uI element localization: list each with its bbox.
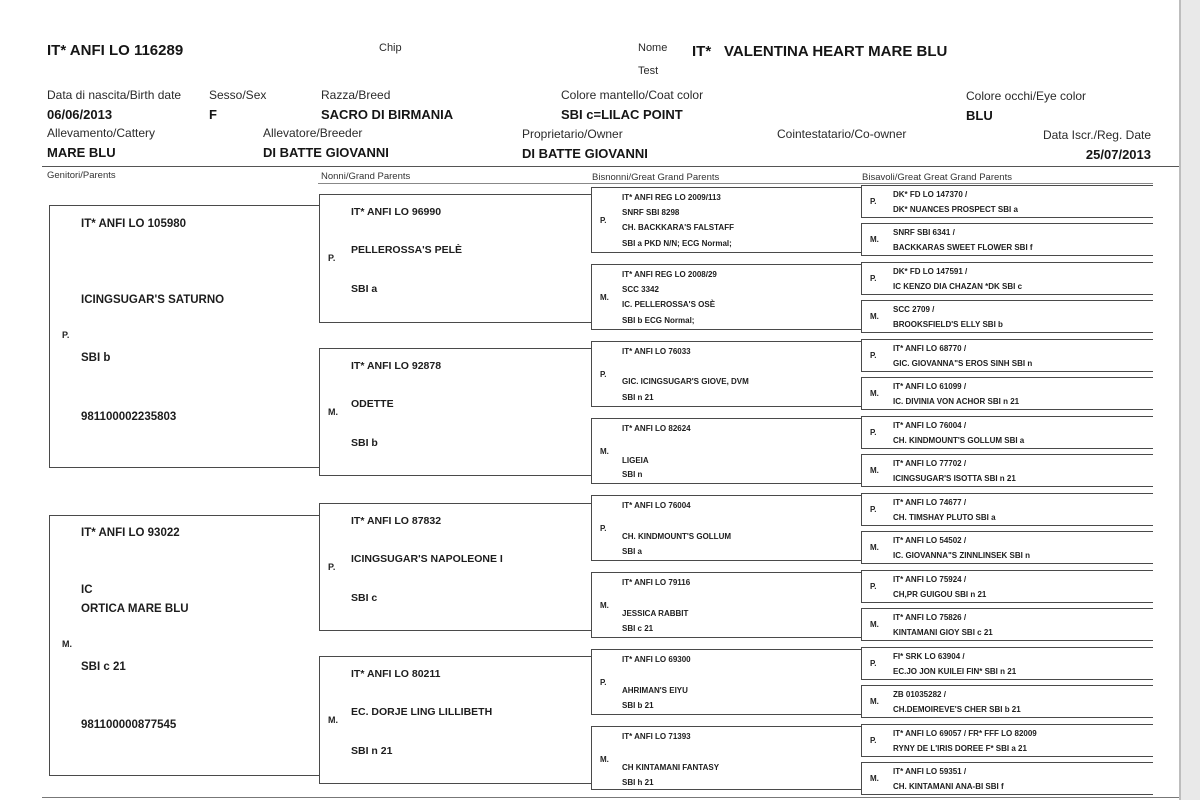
ggp-line: SNRF SBI 8298 [622, 208, 680, 217]
breed-label: Razza/Breed [321, 88, 391, 102]
parent-sex-marker: M. [62, 639, 72, 649]
ggg-reg: DK* FD LO 147370 / [893, 190, 968, 199]
ggp-sex-marker: P. [600, 524, 607, 533]
ggp-sex-marker: P. [600, 678, 607, 687]
ggg-sex-marker: M. [870, 466, 879, 475]
ggg-reg: IT* ANFI LO 75924 / [893, 575, 967, 584]
ggp-line: CH. BACKKARA'S FALSTAFF [622, 223, 734, 232]
ggg-reg: ZB 01035282 / [893, 690, 946, 699]
ggg-box [861, 377, 1153, 410]
grandparent-sex-marker: M. [328, 715, 338, 725]
grandparent-box [319, 503, 591, 631]
parent-title: IC [81, 584, 93, 596]
ggg-reg: SNRF SBI 6341 / [893, 228, 955, 237]
ggg-box [861, 647, 1153, 680]
great-grandparents-header: Bisnonni/Great Grand Parents [592, 172, 720, 183]
ggg-reg: FI* SRK LO 63904 / [893, 652, 965, 661]
ggg-name: RYNY DE L'IRIS DOREE F* SBI a 21 [893, 744, 1027, 753]
grandparent-ems: SBI a [351, 283, 378, 295]
ggp-line: IT* ANFI LO 76004 [622, 501, 691, 510]
ggp-line: SCC 3342 [622, 285, 659, 294]
ggg-reg: IT* ANFI LO 61099 / [893, 382, 967, 391]
ggg-name: CH. KINTAMANI ANA-BI SBI f [893, 782, 1004, 791]
ggg-name: CH,PR GUIGOU SBI n 21 [893, 590, 987, 599]
eye-color-value: BLU [966, 108, 993, 123]
ggg-box [861, 608, 1153, 641]
parent-reg: IT* ANFI LO 93022 [81, 527, 180, 539]
great-grandparent-box [591, 495, 863, 561]
birth-date-label: Data di nascita/Birth date [47, 88, 182, 102]
ggg-sex-marker: P. [870, 736, 877, 745]
test-label: Test [638, 65, 659, 77]
grandparent-ems: SBI c [351, 592, 378, 604]
ggg-name: IC KENZO DIA CHAZAN *DK SBI c [893, 282, 1023, 291]
ggp-line: SBI a [622, 547, 643, 556]
ggg-reg: DK* FD LO 147591 / [893, 267, 968, 276]
ggg-reg: IT* ANFI LO 54502 / [893, 536, 967, 545]
sex-label: Sesso/Sex [209, 88, 267, 102]
grandparent-box [319, 194, 591, 323]
ggg-sex-marker: M. [870, 312, 879, 321]
great-grandparent-box [591, 418, 863, 484]
ggg-reg: IT* ANFI LO 59351 / [893, 767, 967, 776]
ggg-sex-marker: P. [870, 274, 877, 283]
parent-sex-marker: P. [62, 330, 70, 340]
ggp-line: SBI b 21 [622, 701, 654, 710]
grandparent-name: ODETTE [351, 398, 394, 410]
coat-color-value: SBI c=LILAC POINT [561, 107, 683, 122]
name-label: Nome [638, 42, 668, 54]
ggg-box [861, 223, 1153, 256]
grandparent-name: EC. DORJE LING LILLIBETH [351, 706, 493, 718]
parent-chip: 981100000877545 [81, 719, 177, 731]
ggg-name: IC. GIOVANNA"S ZINNLINSEK SBI n [893, 551, 1030, 560]
grandparent-reg: IT* ANFI LO 80211 [351, 668, 441, 680]
ggp-line: IT* ANFI LO 69300 [622, 655, 691, 664]
ggg-box [861, 685, 1153, 718]
ggp-sex-marker: M. [600, 447, 609, 456]
ggp-line: IC. PELLEROSSA'S OSÈ [622, 300, 716, 309]
owner-label: Proprietario/Owner [522, 127, 623, 141]
grandparent-sex-marker: M. [328, 407, 338, 417]
reg-date-value: 25/07/2013 [1085, 147, 1151, 162]
ggg-box [861, 724, 1153, 757]
ggg-sex-marker: P. [870, 351, 877, 360]
grandparent-sex-marker: P. [328, 253, 336, 263]
bottom-rule [42, 797, 1179, 798]
ggg-name: CH.DEMOIREVE'S CHER SBI b 21 [893, 705, 1021, 714]
ggg-sex-marker: M. [870, 774, 879, 783]
ggg-box [861, 454, 1153, 487]
ggp-line: SBI n 21 [622, 393, 654, 402]
ggp-line: SBI n [622, 470, 643, 479]
ggg-sex-marker: M. [870, 235, 879, 244]
grandparent-ems: SBI b [351, 437, 378, 449]
ggg-name: KINTAMANI GIOY SBI c 21 [893, 628, 993, 637]
ggg-name: EC.JO JON KUILEI FIN* SBI n 21 [893, 667, 1017, 676]
ggp-line: GIC. ICINGSUGAR'S GIOVE, DVM [622, 377, 749, 386]
ggp-sex-marker: M. [600, 293, 609, 302]
ggg-reg: IT* ANFI LO 69057 / FR* FFF LO 82009 [893, 729, 1037, 738]
ggp-line: CH. KINDMOUNT'S GOLLUM [622, 532, 732, 541]
ggg-sex-marker: M. [870, 697, 879, 706]
great-grandparent-box [591, 264, 863, 330]
grandparent-reg: IT* ANFI LO 87832 [351, 515, 442, 527]
parent-name: ICINGSUGAR'S SATURNO [81, 294, 225, 306]
ggp-sex-marker: M. [600, 601, 609, 610]
ggg-reg: IT* ANFI LO 76004 / [893, 421, 967, 430]
grandparent-box [319, 656, 591, 784]
eye-color-label: Colore occhi/Eye color [966, 89, 1087, 103]
ggp-line: IT* ANFI LO 71393 [622, 732, 691, 741]
ggp-line: AHRIMAN'S EIYU [622, 686, 688, 695]
ggp-line: LIGEIA [622, 456, 649, 465]
ggg-reg: IT* ANFI LO 68770 / [893, 344, 967, 353]
grandparent-reg: IT* ANFI LO 96990 [351, 206, 442, 218]
ggp-line: SBI h 21 [622, 778, 654, 787]
ggp-line: CH KINTAMANI FANTASY [622, 763, 720, 772]
ggg-reg: IT* ANFI LO 77702 / [893, 459, 967, 468]
ggg-sex-marker: P. [870, 582, 877, 591]
grandparent-name: ICINGSUGAR'S NAPOLEONE I [351, 553, 503, 565]
parent-box-dam [49, 515, 321, 776]
great-grandparent-box [591, 572, 863, 638]
ggg-box [861, 185, 1153, 218]
breeder-label: Allevatore/Breeder [263, 126, 363, 140]
parent-box-sire [49, 205, 321, 468]
great-grandparent-box [591, 187, 863, 253]
section-divider [42, 166, 1179, 167]
ggp-line: IT* ANFI LO 76033 [622, 347, 691, 356]
ggp-line: SBI c 21 [622, 624, 654, 633]
cattery-value: MARE BLU [47, 145, 116, 160]
ggp-line: SBI b ECG Normal; [622, 316, 695, 325]
great-grandparent-box [591, 726, 863, 790]
great-great-grandparents-header: Bisavoli/Great Great Grand Parents [862, 172, 1012, 183]
registration-number: IT* ANFI LO 116289 [47, 42, 184, 59]
chip-label: Chip [379, 42, 402, 54]
parents-header: Genitori/Parents [47, 170, 116, 181]
grandparent-box [319, 348, 591, 476]
owner-value: DI BATTE GIOVANNI [522, 146, 648, 161]
parent-ems: SBI b [81, 352, 111, 364]
reg-date-label: Data Iscr./Reg. Date [1042, 128, 1151, 142]
ggg-name: CH. TIMSHAY PLUTO SBI a [893, 513, 996, 522]
ggp-line: JESSICA RABBIT [622, 609, 689, 618]
ggp-sex-marker: P. [600, 370, 607, 379]
ggg-name: BACKKARAS SWEET FLOWER SBI f [893, 243, 1033, 252]
great-grandparent-box [591, 649, 863, 715]
ggg-box [861, 300, 1153, 333]
ggg-sex-marker: P. [870, 505, 877, 514]
ggg-sex-marker: P. [870, 428, 877, 437]
grandparent-ems: SBI n 21 [351, 745, 393, 757]
ggg-sex-marker: P. [870, 197, 877, 206]
ggg-box [861, 339, 1153, 372]
parent-ems: SBI c 21 [81, 661, 126, 673]
ggg-box [861, 416, 1153, 449]
ggg-name: ICINGSUGAR'S ISOTTA SBI n 21 [893, 474, 1016, 483]
breeder-value: DI BATTE GIOVANNI [263, 145, 389, 160]
ggp-sex-marker: P. [600, 216, 607, 225]
section-underline [318, 183, 1153, 184]
ggg-name: GIC. GIOVANNA"S EROS SINH SBI n [893, 359, 1033, 368]
parent-chip: 981100002235803 [81, 411, 177, 423]
breed-value: SACRO DI BIRMANIA [321, 107, 454, 122]
ggg-box [861, 531, 1153, 564]
ggp-line: SBI a PKD N/N; ECG Normal; [622, 239, 732, 248]
coat-color-label: Colore mantello/Coat color [561, 88, 704, 102]
ggg-name: BROOKSFIELD'S ELLY SBI b [893, 320, 1003, 329]
name-prefix: IT* [692, 43, 712, 60]
grandparent-name: PELLEROSSA'S PELÈ [351, 244, 463, 256]
ggg-box [861, 262, 1153, 295]
co-owner-label: Cointestatario/Co-owner [777, 127, 907, 141]
ggg-sex-marker: M. [870, 620, 879, 629]
parent-reg: IT* ANFI LO 105980 [81, 218, 187, 230]
ggg-box [861, 493, 1153, 526]
ggg-reg: IT* ANFI LO 75826 / [893, 613, 967, 622]
ggg-sex-marker: P. [870, 659, 877, 668]
ggg-sex-marker: M. [870, 389, 879, 398]
ggg-box [861, 570, 1153, 603]
cattery-label: Allevamento/Cattery [47, 126, 156, 140]
birth-date-value: 06/06/2013 [47, 107, 113, 122]
ggp-line: IT* ANFI REG LO 2009/113 [622, 193, 721, 202]
page-edge [1179, 0, 1181, 800]
ggg-name: CH. KINDMOUNT'S GOLLUM SBI a [893, 436, 1025, 445]
grandparents-header: Nonni/Grand Parents [321, 171, 411, 182]
sex-value: F [209, 107, 217, 122]
ggg-name: DK* NUANCES PROSPECT SBI a [893, 205, 1018, 214]
grandparent-reg: IT* ANFI LO 92878 [351, 360, 442, 372]
ggp-line: IT* ANFI REG LO 2008/29 [622, 270, 717, 279]
ggp-line: IT* ANFI LO 79116 [622, 578, 691, 587]
ggp-line: IT* ANFI LO 82624 [622, 424, 691, 433]
cat-name: VALENTINA HEART MARE BLU [724, 43, 948, 60]
ggg-sex-marker: M. [870, 543, 879, 552]
ggg-reg: SCC 2709 / [893, 305, 935, 314]
ggg-box [861, 762, 1153, 795]
parent-name: ORTICA MARE BLU [81, 603, 189, 615]
ggg-reg: IT* ANFI LO 74677 / [893, 498, 967, 507]
grandparent-sex-marker: P. [328, 562, 336, 572]
great-grandparent-box [591, 341, 863, 407]
ggp-sex-marker: M. [600, 755, 609, 764]
ggg-name: IC. DIVINIA VON ACHOR SBI n 21 [893, 397, 1020, 406]
